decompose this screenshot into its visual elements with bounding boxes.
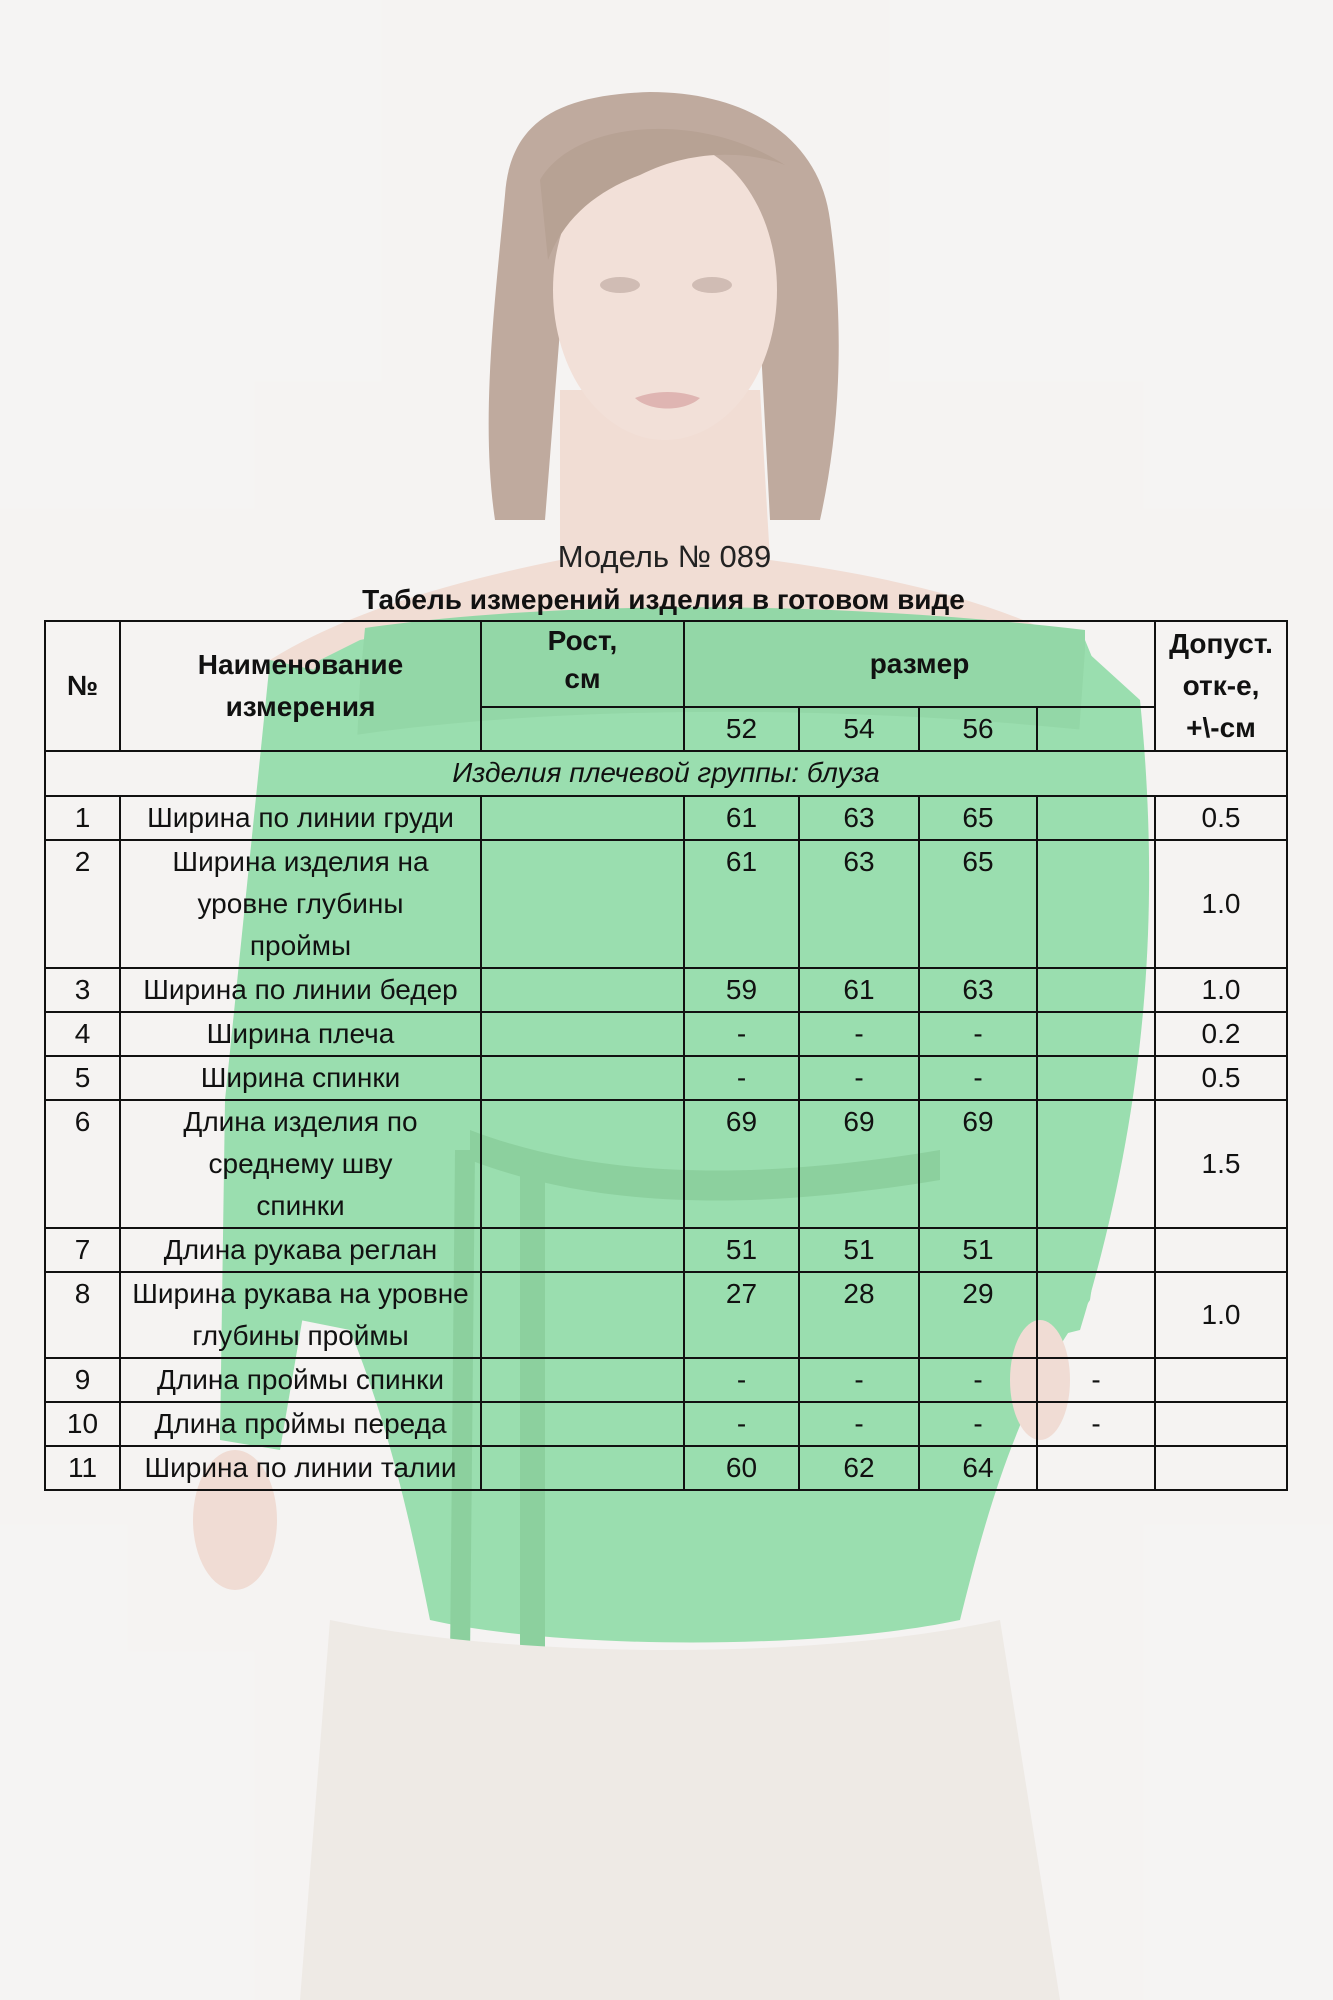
section-title: Изделия плечевой группы: блуза (45, 751, 1287, 796)
header-height: Рост, см (481, 621, 684, 707)
row-size-52: - (684, 1056, 799, 1100)
row-extra (1037, 796, 1155, 840)
table-row (45, 968, 1287, 1012)
row-name: Длина рукава реглан (120, 1228, 481, 1272)
row-size-56: 65 (919, 796, 1037, 840)
row-extra (1037, 1228, 1155, 1272)
row-extra (1037, 1446, 1155, 1490)
row-no: 6 (45, 1100, 120, 1228)
row-size-52: 27 (684, 1272, 799, 1358)
size-extra (1037, 707, 1155, 751)
table-row (45, 1056, 1287, 1100)
row-extra (1037, 1056, 1155, 1100)
row-height (481, 1272, 684, 1358)
row-size-54: 63 (799, 796, 919, 840)
row-size-54: - (799, 1056, 919, 1100)
row-height (481, 1446, 684, 1490)
table-row (45, 1358, 1287, 1402)
row-no: 8 (45, 1272, 120, 1358)
table-row (45, 796, 1287, 840)
row-tolerance: 1.0 (1155, 1272, 1287, 1358)
table-row (45, 1100, 1287, 1228)
row-no: 5 (45, 1056, 120, 1100)
row-height (481, 1100, 684, 1228)
row-size-52: 61 (684, 840, 799, 968)
row-name: Ширина по линии груди (120, 796, 481, 840)
size-56: 56 (919, 707, 1037, 751)
row-height (481, 840, 684, 968)
row-size-54: 69 (799, 1100, 919, 1228)
row-name: Длина проймы переда (120, 1402, 481, 1446)
row-size-54: - (799, 1402, 919, 1446)
row-size-54: - (799, 1358, 919, 1402)
row-size-52: - (684, 1358, 799, 1402)
row-height (481, 1056, 684, 1100)
row-size-54: 61 (799, 968, 919, 1012)
row-extra (1037, 1100, 1155, 1228)
row-size-52: - (684, 1012, 799, 1056)
row-tolerance (1155, 1228, 1287, 1272)
row-height (481, 1228, 684, 1272)
row-tolerance: 0.5 (1155, 1056, 1287, 1100)
row-name: Ширина по линии бедер (120, 968, 481, 1012)
row-extra (1037, 1012, 1155, 1056)
row-height (481, 1402, 684, 1446)
row-tolerance: 1.0 (1155, 968, 1287, 1012)
row-size-54: 28 (799, 1272, 919, 1358)
header-tolerance: Допуст. отк-е, +\-см (1155, 621, 1287, 751)
table-row (45, 1012, 1287, 1056)
row-height (481, 1358, 684, 1402)
row-tolerance (1155, 1402, 1287, 1446)
row-tolerance: 1.0 (1155, 840, 1287, 968)
row-tolerance: 0.5 (1155, 796, 1287, 840)
row-no: 4 (45, 1012, 120, 1056)
row-no: 11 (45, 1446, 120, 1490)
section-row (45, 751, 1287, 796)
measurement-table (44, 620, 1288, 1491)
row-height (481, 1012, 684, 1056)
row-size-56: - (919, 1402, 1037, 1446)
row-no: 10 (45, 1402, 120, 1446)
row-size-56: 69 (919, 1100, 1037, 1228)
row-size-56: - (919, 1012, 1037, 1056)
row-size-52: 51 (684, 1228, 799, 1272)
row-size-54: 51 (799, 1228, 919, 1272)
row-size-56: 63 (919, 968, 1037, 1012)
row-no: 3 (45, 968, 120, 1012)
row-tolerance (1155, 1446, 1287, 1490)
row-name: Длина изделия по среднему шву спинки (120, 1100, 481, 1228)
row-extra: - (1037, 1402, 1155, 1446)
row-no: 2 (45, 840, 120, 968)
table-title: Табель измерений изделия в готовом виде (362, 584, 965, 615)
row-size-52: 59 (684, 968, 799, 1012)
row-tolerance: 1.5 (1155, 1100, 1287, 1228)
row-name: Ширина спинки (120, 1056, 481, 1100)
row-name: Длина проймы спинки (120, 1358, 481, 1402)
table-row (45, 1272, 1287, 1358)
row-size-54: 63 (799, 840, 919, 968)
row-size-54: - (799, 1012, 919, 1056)
row-extra (1037, 840, 1155, 968)
row-extra (1037, 968, 1155, 1012)
row-tolerance (1155, 1358, 1287, 1402)
row-size-56: 64 (919, 1446, 1037, 1490)
row-size-56: - (919, 1358, 1037, 1402)
row-height (481, 968, 684, 1012)
row-size-56: 51 (919, 1228, 1037, 1272)
row-name: Ширина по линии талии (120, 1446, 481, 1490)
model-number-title: Модель № 089 (557, 539, 772, 574)
header-name: Наименование измерения (120, 621, 481, 751)
row-size-52: 69 (684, 1100, 799, 1228)
table-row (45, 1228, 1287, 1272)
row-no: 7 (45, 1228, 120, 1272)
row-tolerance: 0.2 (1155, 1012, 1287, 1056)
size-52: 52 (684, 707, 799, 751)
row-name: Ширина изделия на уровне глубины проймы (120, 840, 481, 968)
table-header-row (45, 621, 1287, 707)
row-name: Ширина плеча (120, 1012, 481, 1056)
row-name: Ширина рукава на уровне глубины проймы (120, 1272, 481, 1358)
header-size: размер (684, 621, 1155, 707)
row-size-56: 29 (919, 1272, 1037, 1358)
row-size-56: - (919, 1056, 1037, 1100)
row-size-56: 65 (919, 840, 1037, 968)
row-size-52: - (684, 1402, 799, 1446)
row-size-54: 62 (799, 1446, 919, 1490)
row-size-52: 60 (684, 1446, 799, 1490)
table-row (45, 840, 1287, 968)
row-extra: - (1037, 1358, 1155, 1402)
height-empty-cell (481, 707, 684, 751)
row-size-52: 61 (684, 796, 799, 840)
row-extra (1037, 1272, 1155, 1358)
row-no: 1 (45, 796, 120, 840)
row-height (481, 796, 684, 840)
row-no: 9 (45, 1358, 120, 1402)
size-54: 54 (799, 707, 919, 751)
header-no: № (45, 621, 120, 751)
table-row (45, 1402, 1287, 1446)
table-row (45, 1446, 1287, 1490)
